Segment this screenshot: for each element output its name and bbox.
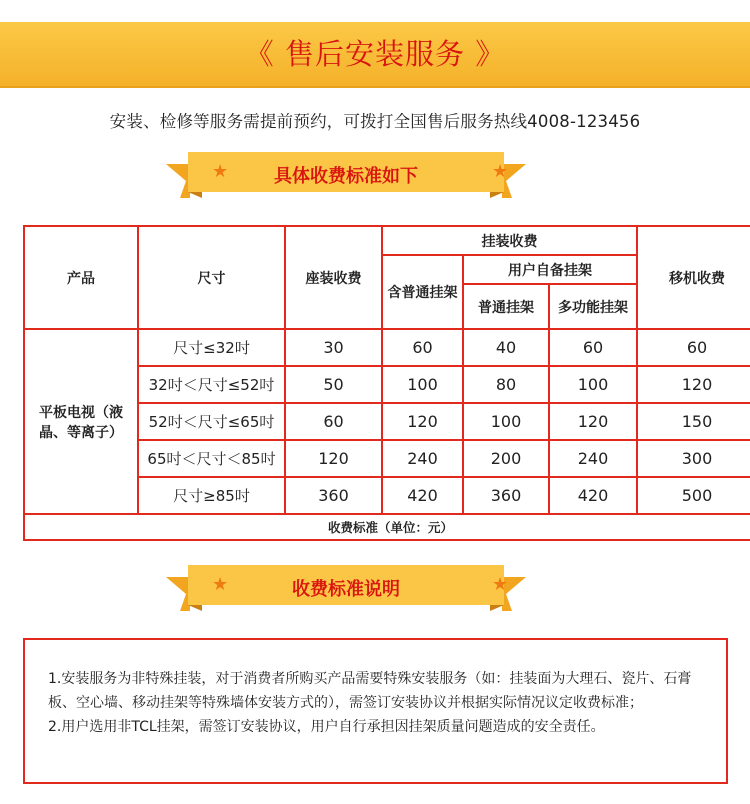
with-bracket-cell: 60 <box>382 329 463 366</box>
header-normal-bracket: 普通挂架 <box>463 284 549 329</box>
fees-ribbon-title: 具体收费标准如下 <box>274 166 418 187</box>
size-cell: 52吋＜尺寸≤65吋 <box>138 403 285 440</box>
normal-bracket-cell: 200 <box>463 440 549 477</box>
normal-bracket-cell: 100 <box>463 403 549 440</box>
multi-bracket-cell: 240 <box>549 440 637 477</box>
note-item: 2.用户选用非TCL挂架，需签订安装协议，用户自行承担因挂架质量问题造成的安全责任。 <box>48 719 605 735</box>
seat-fee-cell: 60 <box>285 403 382 440</box>
relocate-fee-cell: 300 <box>637 440 750 477</box>
notes-box <box>23 638 728 784</box>
with-bracket-cell: 100 <box>382 366 463 403</box>
size-cell: 65吋＜尺寸＜85吋 <box>138 440 285 477</box>
table-footer: 收费标准（单位：元） <box>24 514 750 540</box>
header-hang-fee: 挂装收费 <box>382 226 637 255</box>
multi-bracket-cell: 420 <box>549 477 637 514</box>
with-bracket-cell: 120 <box>382 403 463 440</box>
seat-fee-cell: 120 <box>285 440 382 477</box>
seat-fee-cell: 30 <box>285 329 382 366</box>
star-icon: ★ <box>212 161 229 182</box>
header-with-bracket: 含普通挂架 <box>382 255 463 329</box>
fees-ribbon <box>162 150 530 198</box>
fee-table <box>23 225 750 541</box>
star-icon: ★ <box>492 574 509 595</box>
star-icon: ★ <box>212 574 229 595</box>
multi-bracket-cell: 60 <box>549 329 637 366</box>
relocate-fee-cell: 120 <box>637 366 750 403</box>
multi-bracket-cell: 100 <box>549 366 637 403</box>
multi-bracket-cell: 120 <box>549 403 637 440</box>
star-icon: ★ <box>492 161 509 182</box>
table-row <box>24 329 750 366</box>
normal-bracket-cell: 360 <box>463 477 549 514</box>
header-size: 尺寸 <box>138 226 285 329</box>
seat-fee-cell: 360 <box>285 477 382 514</box>
header-banner <box>0 22 750 88</box>
seat-fee-cell: 50 <box>285 366 382 403</box>
header-own-bracket: 用户自备挂架 <box>463 255 637 284</box>
hotline-text: 安装、检修等服务需提前预约，可拨打全国售后服务热线4008-123456 <box>109 112 641 131</box>
page-title: 《 售后安装服务 》 <box>244 37 506 71</box>
normal-bracket-cell: 40 <box>463 329 549 366</box>
header-product: 产品 <box>24 226 138 329</box>
with-bracket-cell: 420 <box>382 477 463 514</box>
header-multi-bracket: 多功能挂架 <box>549 284 637 329</box>
product-cell: 平板电视（液晶、等离子） <box>24 329 138 514</box>
relocate-fee-cell: 60 <box>637 329 750 366</box>
size-cell: 尺寸≤32吋 <box>138 329 285 366</box>
size-cell: 32吋＜尺寸≤52吋 <box>138 366 285 403</box>
header-seat-fee: 座装收费 <box>285 226 382 329</box>
notes-ribbon-title: 收费标准说明 <box>292 579 400 600</box>
with-bracket-cell: 240 <box>382 440 463 477</box>
relocate-fee-cell: 500 <box>637 477 750 514</box>
header-relocate-fee: 移机收费 <box>637 226 750 329</box>
note-item: 1.安装服务为非特殊挂装，对于消费者所购买产品需要特殊安装服务（如：挂装面为大理石、瓷片、石膏板、空心墙、移动挂架等特殊墙体安装方式的），需签订安装协议并根据实际情况议定收费标准； <box>48 671 692 711</box>
relocate-fee-cell: 150 <box>637 403 750 440</box>
size-cell: 尺寸≥85吋 <box>138 477 285 514</box>
notes-ribbon <box>162 563 530 611</box>
normal-bracket-cell: 80 <box>463 366 549 403</box>
